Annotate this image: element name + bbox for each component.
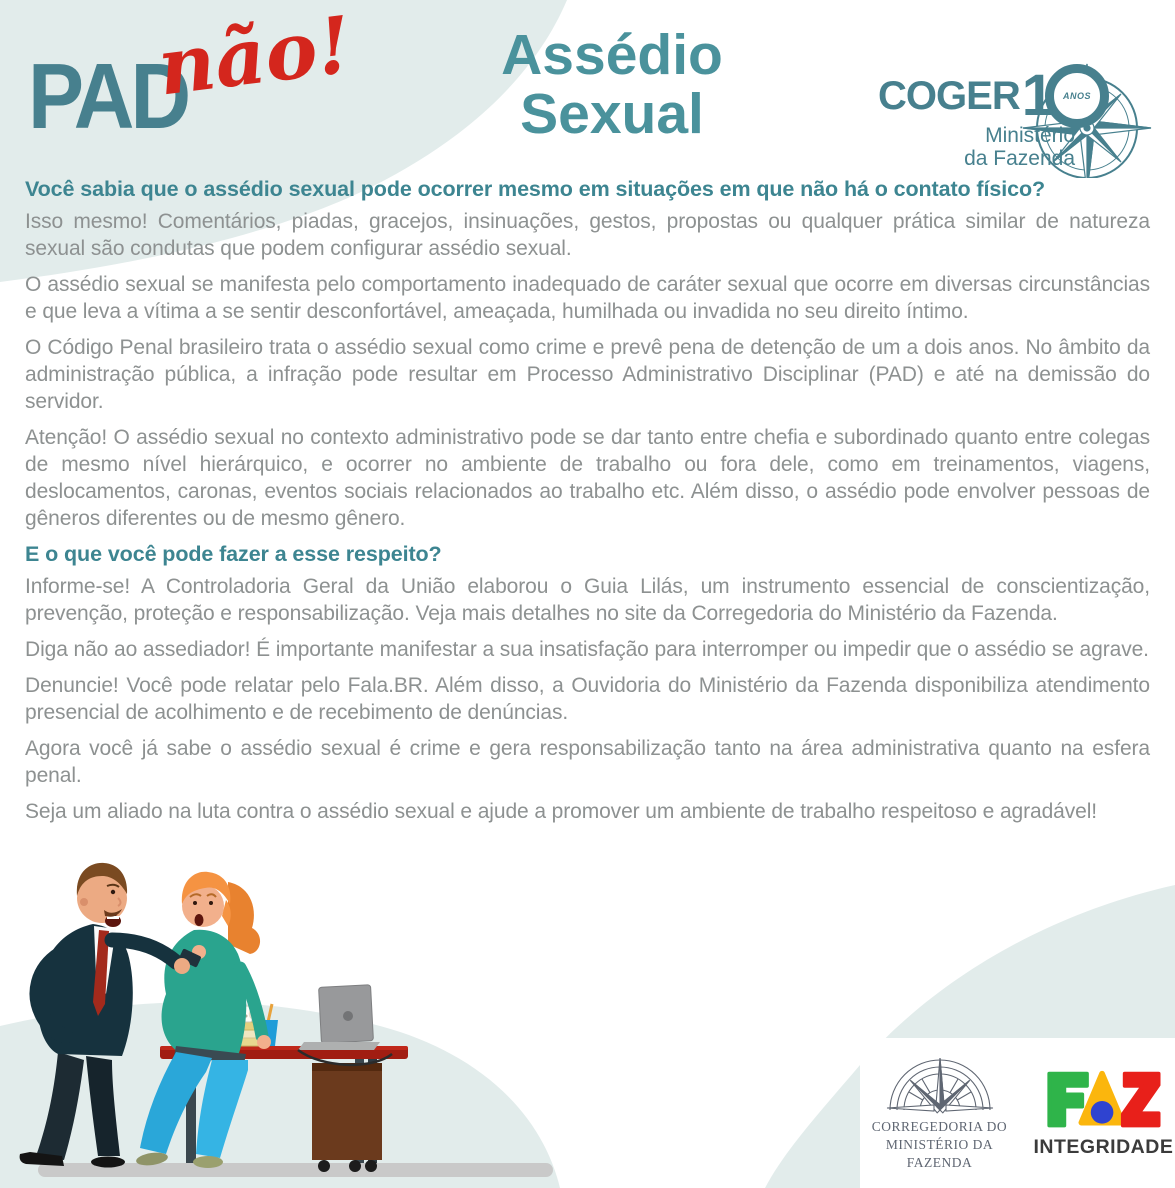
paragraph: O assédio sexual se manifesta pelo comportamento inadequado de caráter sexual que ocorre em diversas circunstâncias e que leva a vítima a se sentir desconfortável, ameaçada, humilhada ou invadida no seu direito íntimo. (25, 273, 1150, 323)
question-heading-2: E o que você pode fazer a esse respeito? (25, 542, 442, 566)
pad-nao-logo (28, 0, 357, 170)
faz-logo-icon (1039, 1068, 1167, 1134)
page-title (501, 23, 723, 147)
paragraph: Diga não ao assediador! É importante manifestar a sua insatisfação para interromper ou impedir que o assédio se agrave. (25, 638, 1149, 661)
pad-logo-text: PAD (28, 44, 188, 148)
body-text (25, 176, 1150, 834)
corregedoria-compass-icon (885, 1054, 995, 1116)
corregedoria-text: CORREGEDORIA DO MINISTÉRIO DA FAZENDA (871, 1118, 1008, 1171)
coger-ten-ring (1045, 64, 1109, 128)
paragraph: Agora você já sabe o assédio sexual é crime e gera responsabilização tanto na área administrativa quanto na esfera penal. (25, 737, 1150, 787)
page-title-line2: Sexual (520, 82, 704, 147)
nao-logo-text: não! (153, 0, 357, 114)
harassment-illustration (0, 856, 700, 1188)
paragraph: O Código Penal brasileiro trata o assédio sexual como crime e prevê pena de detenção de um a dois anos. No âmbito da administração pública, a infração pode resultar em Processo Administrativo Disciplinar (PAD) e até na demissão do servidor. (25, 336, 1150, 413)
paragraph: Informe-se! A Controladoria Geral da União elaborou o Guia Lilás, um instrumento essencial de conscientização, prevenção, proteção e responsabilização. Veja mais detalhes no site da Corregedoria do Ministério da Fazenda. (25, 575, 1150, 625)
footer-logos (860, 1038, 1175, 1188)
coger-wordmark (878, 64, 1109, 128)
faz-integridade-logo (1034, 1068, 1172, 1159)
faz-label: INTEGRIDADE (1033, 1135, 1174, 1158)
coger-anos-text: ANOS (1062, 91, 1091, 101)
page-title-line1: Assédio (501, 23, 723, 87)
paragraph: Denuncie! Você pode relatar pelo Fala.BR. Além disso, a Ouvidoria do Ministério da Fazenda disponibiliza atendimento presencial de acolhimento e de recebimento de denúncias. (25, 674, 1150, 724)
paragraph: Isso mesmo! Comentários, piadas, gracejos, insinuações, gestos, propostas ou qualquer prática similar de natureza sexual são condutas que podem configurar assédio sexual. (25, 210, 1150, 260)
question-heading-1: Você sabia que o assédio sexual pode ocorrer mesmo em situações em que não há o contato físico? (25, 177, 1046, 201)
paragraph: Atenção! O assédio sexual no contexto administrativo pode se dar tanto entre chefia e subordinado quanto entre colegas de mesmo nível hierárquico, e ocorrer no ambiente de trabalho ou fora dele, como em treinamentos, viagens, deslocamentos, caronas, eventos sociais relacionados ao trabalho etc. Além disso, o assédio pode envolver pessoas de gêneros diferentes ou de mesmo gênero. (25, 426, 1150, 530)
coger-logo (878, 28, 1157, 183)
coger-org-text: Ministério da Fazenda (964, 124, 1075, 171)
coger-name-text: COGER (878, 73, 1020, 118)
coger-ten-digit: 1 (1021, 63, 1054, 128)
paragraph: Seja um aliado na luta contra o assédio sexual e ajude a promover um ambiente de trabalho respeitoso e agradável! (25, 800, 1098, 823)
corregedoria-logo (864, 1054, 1016, 1173)
